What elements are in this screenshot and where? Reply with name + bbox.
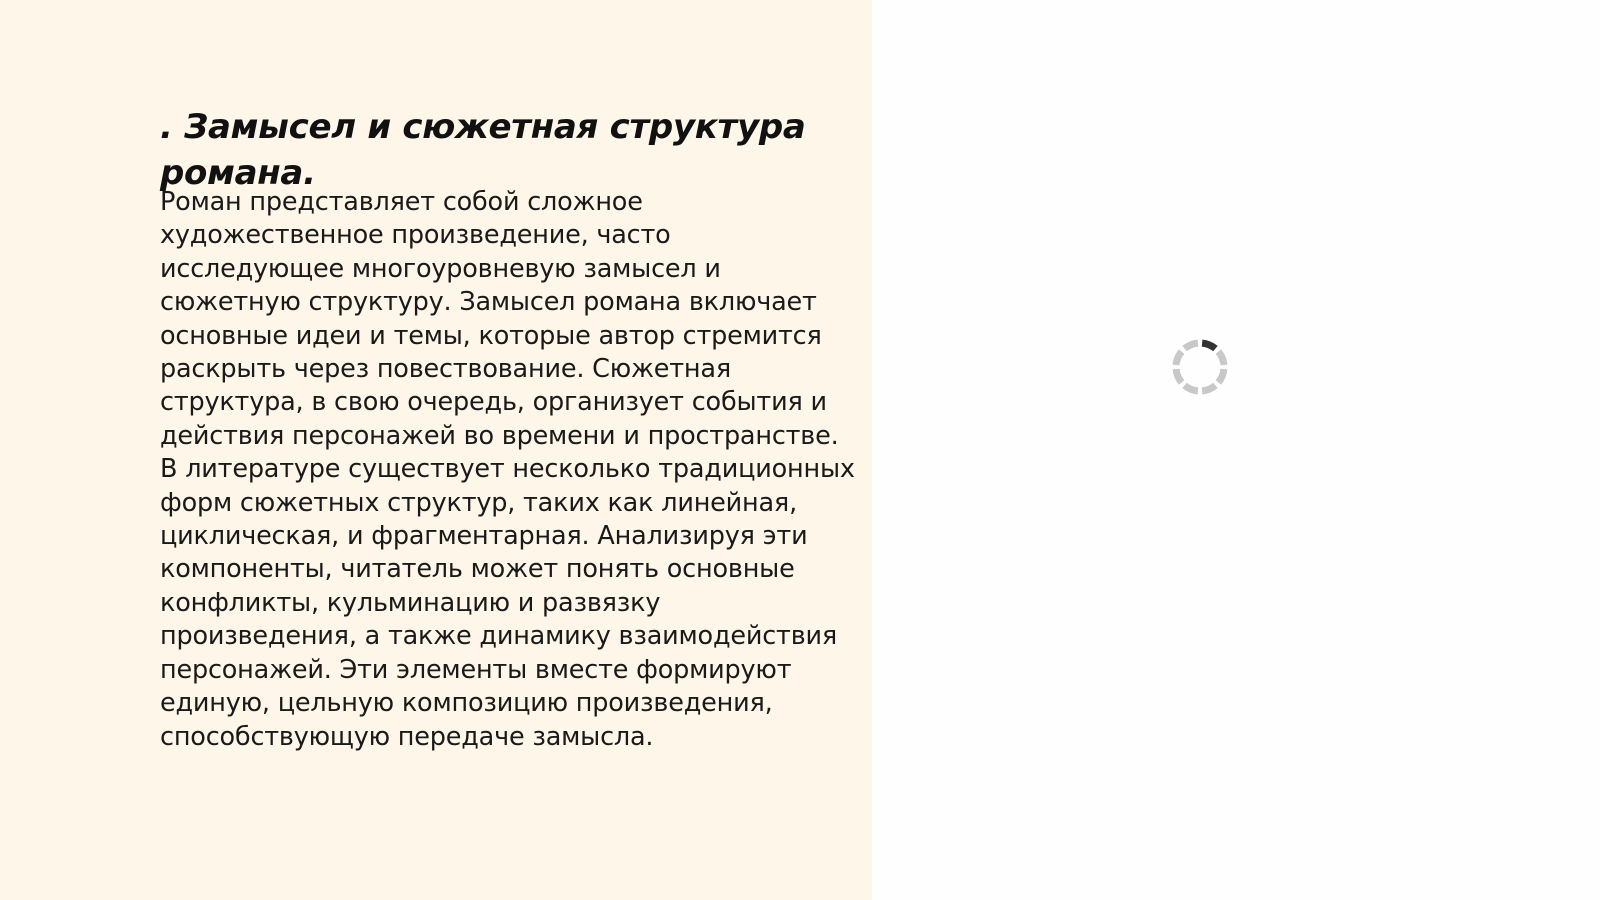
spinner-segment [1176,352,1182,365]
spinner-segment [1202,343,1215,349]
spinner-segment [1218,369,1224,382]
image-panel [872,0,1600,900]
slide-title: . Замысел и сюжетная структура романа. [160,107,806,193]
spinner-segment [1218,352,1224,365]
spinner-segment [1185,343,1198,349]
slide-body-text: Роман представляет собой сложное художественное произведение, часто исследующее многоуровневую замысел и сюжетную структуру. Замысел романа включает основные идеи и темы, которые автор стремится раскрыть через повествование. Сюжетная структура, в свою очередь, организует события и действия персонажей во времени и пространстве. В литературе существует несколько традиционных форм сюжетных структур, таких как линейная, циклическая, и фрагментарная. Анализируя эти компоненты, читатель может понять основные конфликты, кульминацию и развязку произведения, а также динамику взаимодействия персонажей. Эти элементы вместе формируют единую, цельную композицию произведения, способствующую передаче замысла. [160,187,855,752]
loading-spinner-icon [1170,337,1230,397]
spinner-segment [1185,385,1198,391]
spinner-segment [1176,369,1182,382]
spinner-segment [1202,385,1215,391]
